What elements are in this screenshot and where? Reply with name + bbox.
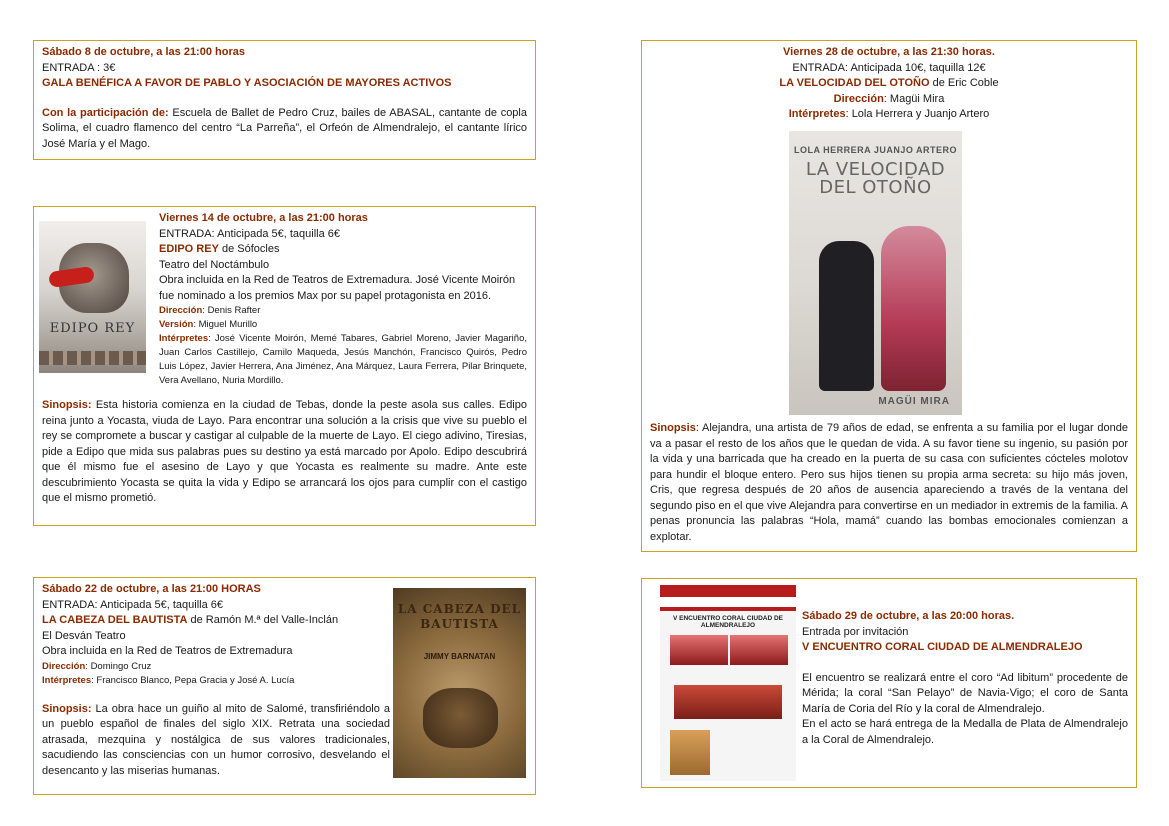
poster-title: V ENCUENTRO CORAL CIUDAD DE ALMENDRALEJO bbox=[672, 615, 784, 629]
event-title: LA CABEZA DEL BAUTISTA bbox=[42, 614, 188, 626]
event-date: Sábado 8 de octubre, a las 21:00 horas bbox=[42, 46, 245, 58]
encuentro-coral-poster bbox=[660, 585, 796, 781]
event-entry: ENTRADA: Anticipada 5€, taquilla 6€ bbox=[159, 227, 340, 240]
synopsis-text: La obra hace un guiño al mito de Salomé, transfiriéndolo a un pueblo español de finales del siglo XIX. Retrata una sociedad atrasada, mezquina y nostálgica de sus valores tradicionales, sacudiendo las consciencias con un humor corrosivo, desvelando el desencanto y las miserias humanas. bbox=[42, 702, 390, 777]
event-card-cabeza-bautista bbox=[33, 577, 536, 795]
synopsis-text: : Alejandra, una artista de 79 años de edad, se enfrenta a su familia por el lugar donde va a pasar el resto de los años que le quedan de vida. A su favor tiene su ingenio, su pasión por la vida y una barricada que ha creado en la puerta de su casa con suficientes cócteles molotov para hundir el bloque entero. Pero sus hijos tienen su propia arma secreta: su hijo más joven, Cris, que regresa después de 20 años de ausencia apareciendo a través de la ventana del segundo piso en el que vive Alejandra para convertirse en un mediador in extremis de la familia. A penas pronuncia las palabras “Hola, mamá” cuando las bombas emocionales comienzan a explotar. bbox=[650, 422, 1128, 543]
direction-label: Dirección bbox=[833, 92, 884, 105]
event-title: GALA BENÉFICA A FAVOR DE PABLO Y ASOCIACIÓN DE MAYORES ACTIVOS bbox=[42, 77, 452, 89]
direction-value: : Domingo Cruz bbox=[85, 660, 152, 672]
event-author: de Sófocles bbox=[218, 243, 280, 255]
synopsis-label: Sinopsis: bbox=[42, 399, 92, 411]
cast-label: Intérpretes bbox=[159, 333, 209, 344]
poster-title: LA CABEZA DEL BAUTISTA bbox=[397, 602, 522, 631]
poster-cast-strip bbox=[39, 351, 146, 365]
event-note: Obra incluida en la Red de Teatros de Extremadura bbox=[42, 645, 293, 657]
event-date: Viernes 28 de octubre, a las 21:30 horas. bbox=[783, 46, 995, 58]
participation-label: Con la participación de: bbox=[42, 106, 169, 119]
event-card-edipo-rey bbox=[33, 206, 536, 526]
direction-value: : Denis Rafter bbox=[202, 305, 261, 316]
version-value: : Miguel Murillo bbox=[193, 319, 258, 330]
event-date: Viernes 14 de octubre, a las 21:00 horas bbox=[159, 212, 368, 224]
event-card-gala bbox=[33, 40, 536, 160]
velocidad-otono-poster bbox=[789, 131, 962, 415]
cast-label: Intérpretes bbox=[788, 108, 846, 120]
event-author: de Ramón M.ª del Valle-Inclán bbox=[187, 614, 339, 626]
event-title: LA VELOCIDAD DEL OTOÑO bbox=[779, 77, 930, 89]
poster-actress-figure bbox=[881, 226, 946, 391]
poster-choir-photo bbox=[670, 635, 728, 665]
participation-text: Escuela de Ballet de Pedro Cruz, bailes de ABASAL, cantante de copla Solima, el cuadro flamenco del centro “La Parreña”, el Orfeón de Almendralejo, el cantante lírico José María y el Mago. bbox=[42, 106, 527, 150]
poster-choir-photo bbox=[730, 635, 788, 665]
participation-paragraph bbox=[42, 106, 527, 153]
edipo-rey-poster bbox=[39, 221, 146, 373]
event-description: El encuentro se realizará entre el coro “Ad libitum” procedente de Mérida; la coral “San Pelayo” de Navia-Vigo; el coro de Santa María de Coria del Río y la coral de Almendralejo. bbox=[802, 671, 1128, 715]
poster-title: EDIPO REY bbox=[49, 321, 136, 336]
event-award-note: En el acto se hará entrega de la Medalla de Plata de Almendralejo a la Coral de Almendralejo. bbox=[802, 718, 1128, 746]
cast-value: : José Vicente Moirón, Memé Tabares, Gabriel Moreno, Javier Magariño, Juan Carlos Castillejo, Camilo Maqueda, Jesús Manchón, Francisco Quirós, Pedro Luis López, Javier Herrera, Ana Jiménez, Ana Márquez, Laura Ferrera, Pilar Brinquete, Vera Avellano, Nuria Mordillo. bbox=[159, 333, 527, 386]
event-entry: ENTRADA: Anticipada 10€, taquilla 12€ bbox=[792, 61, 986, 74]
poster-actor-figure bbox=[819, 241, 874, 391]
poster-actor-name: JIMMY BARNATAN bbox=[423, 652, 496, 661]
poster-choir-photo bbox=[674, 685, 782, 719]
version-label: Versión bbox=[159, 319, 194, 330]
event-note: Obra incluida en la Red de Teatros de Extremadura. José Vicente Moirón fue nominado a los premios Max por su papel protagonista en 2016. bbox=[159, 274, 516, 302]
direction-label: Dirección bbox=[42, 660, 86, 672]
event-entry: Entrada por invitación bbox=[802, 625, 909, 638]
synopsis-label: Sinopsis: bbox=[42, 702, 92, 715]
poster-church-photo bbox=[670, 730, 710, 775]
direction-value: : Magüi Mira bbox=[883, 92, 945, 105]
event-company: El Desván Teatro bbox=[42, 629, 126, 642]
poster-header: LOLA HERRERA JUANJO ARTERO bbox=[793, 145, 957, 155]
event-date: Sábado 29 de octubre, a las 20:00 horas. bbox=[802, 610, 1015, 622]
poster-director-credit: MAGÜI MIRA bbox=[878, 396, 950, 407]
poster-title: LA VELOCIDAD DEL OTOÑO bbox=[805, 159, 946, 198]
cast-label: Intérpretes bbox=[42, 674, 92, 686]
event-title: V ENCUENTRO CORAL CIUDAD DE ALMENDRALEJO bbox=[802, 641, 1083, 653]
event-company: Teatro del Noctámbulo bbox=[159, 258, 270, 271]
synopsis-paragraph bbox=[42, 702, 390, 780]
synopsis-text: Esta historia comienza en la ciudad de Tebas, donde la peste asola sus calles. Edipo reina junto a Yocasta, viuda de Layo. Para encontrar una solución a la crisis que vive su pueblo el rey se compromete a buscar y castigar al culpable de la muerte de Layo. El ciego adivino, Tiresias, pide a Edipo que mida sus palabras pues su destino ya está marcado por Apolo. Edipo descubrirá que él mismo fue el asesino de Layo y que Yocasta es realmente su madre. Ante este descubrimiento Yocasta se quita la vida y Edipo se arrancará los ojos para cumplir con el castigo que el mismo prometió. bbox=[42, 399, 527, 504]
cast-value: : Lola Herrera y Juanjo Artero bbox=[845, 108, 990, 120]
event-date: Sábado 22 de octubre, a las 21:00 HORAS bbox=[42, 583, 261, 595]
event-title: EDIPO REY bbox=[159, 243, 219, 255]
event-card-velocidad-otono bbox=[641, 40, 1137, 552]
poster-face bbox=[423, 688, 498, 748]
direction-label: Dirección bbox=[159, 305, 203, 316]
synopsis-paragraph bbox=[650, 421, 1128, 545]
event-card-encuentro-coral bbox=[641, 578, 1137, 788]
event-entry: ENTRADA: Anticipada 5€, taquilla 6€ bbox=[42, 598, 223, 611]
synopsis-label: Sinopsis bbox=[650, 422, 696, 434]
synopsis-paragraph bbox=[42, 398, 527, 507]
event-author: de Eric Coble bbox=[929, 77, 999, 89]
cast-value: : Francisco Blanco, Pepa Gracia y José A. Lucía bbox=[91, 674, 295, 686]
event-entry: ENTRADA : 3€ bbox=[42, 61, 116, 74]
cabeza-bautista-poster bbox=[393, 588, 526, 778]
